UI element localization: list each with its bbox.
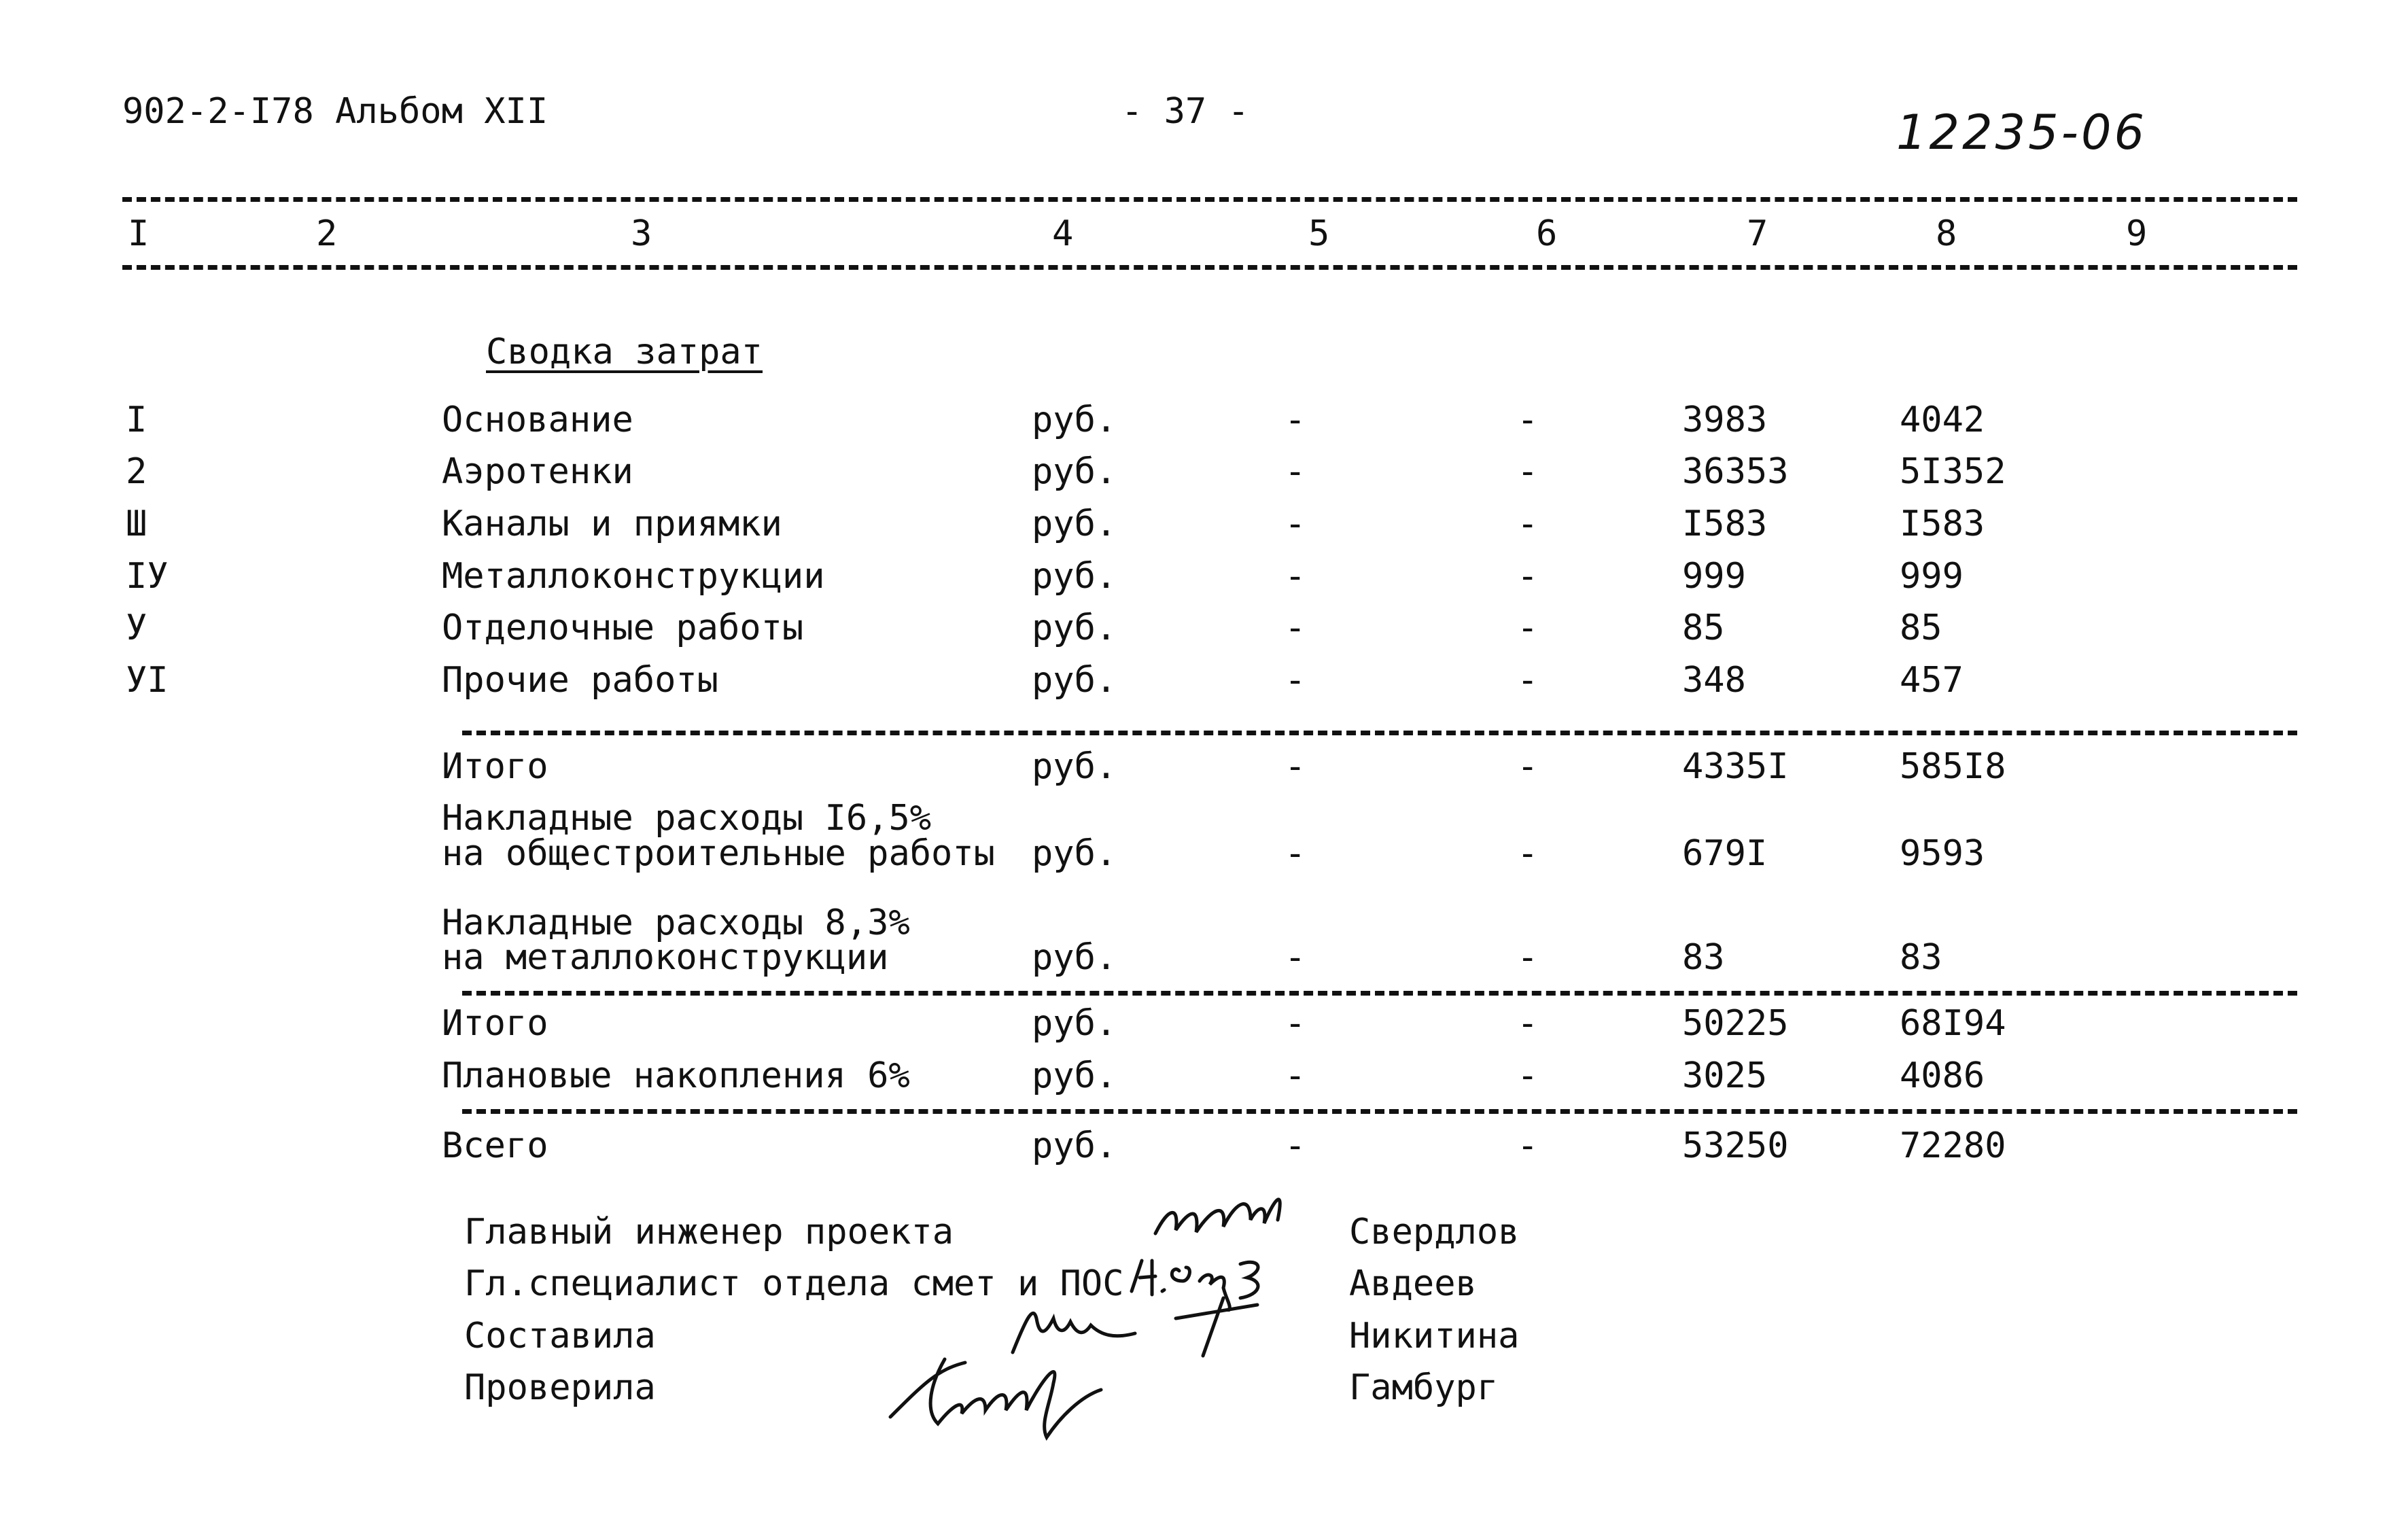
row-col8: I583 [1900,504,1985,544]
row-col8: 85 [1900,608,1942,648]
row-col6: - [1517,504,1539,544]
row-unit: руб. [1032,400,1117,440]
row-number: Ш [126,504,147,544]
grand-total-name: Всего [442,1125,548,1166]
row-name: Основание [442,400,633,440]
row-col7: 85 [1682,608,1725,648]
total-col8: 9593 [1900,833,1985,874]
total-col5: - [1285,937,1306,978]
row-unit: руб. [1032,504,1117,544]
inventory-number: 12235-06 [1896,105,2148,160]
row-name: Отделочные работы [442,608,804,648]
row-col7: 36353 [1682,451,1789,492]
total-unit: руб. [1032,1003,1117,1044]
col-header-5: 5 [1308,213,1330,254]
row-unit: руб. [1032,556,1117,597]
subtotal-rule [462,731,2297,735]
grand-total-col5: - [1285,1125,1306,1166]
section-title: Сводка затрат [486,332,763,372]
signatory-name: Гамбург [1349,1367,1499,1408]
row-col5: - [1285,451,1306,492]
signature-sverdlov [1149,1179,1339,1254]
signatory-name: Авдеев [1349,1263,1477,1304]
signatory-name: Свердлов [1349,1212,1520,1252]
doc-code: 902-2-I78 Альбом XII [122,91,548,132]
row-col6: - [1517,608,1539,648]
col-header-6: 6 [1536,213,1558,254]
header-top-rule [122,197,2297,202]
total-col6: - [1517,833,1539,874]
total-col7: 50225 [1682,1003,1789,1044]
total-col7: 679I [1682,833,1768,874]
row-name: Прочие работы [442,660,718,701]
row-name: Металлоконструкции [442,556,825,597]
row-number: I [126,400,147,440]
second-subtotal-rule [462,991,2297,996]
row-col8: 999 [1900,556,1964,597]
overhead-1-line2: на общестроительные работы [442,833,995,874]
signatory-role: Проверила [464,1367,656,1408]
total-unit: руб. [1032,937,1117,978]
col-header-9: 9 [2126,213,2148,254]
overhead-1-line1: Накладные расходы I6,5% [442,798,932,839]
row-number: IУ [126,556,169,597]
row-col6: - [1517,400,1539,440]
row-col6: - [1517,660,1539,701]
row-col8: 457 [1900,660,1964,701]
row-col6: - [1517,451,1539,492]
row-col5: - [1285,608,1306,648]
row-col6: - [1517,556,1539,597]
total-col8: 83 [1900,937,1942,978]
col-header-8: 8 [1936,213,1957,254]
total-col8: 585I8 [1900,746,2006,787]
row-number: УI [126,660,169,701]
grand-total-rule [462,1109,2297,1114]
total-unit: руб. [1032,1055,1117,1096]
total-name: Итого [442,746,548,787]
row-unit: руб. [1032,451,1117,492]
col-header-2: 2 [316,213,338,254]
total-col6: - [1517,937,1539,978]
signatory-role: Составила [464,1316,656,1356]
grand-total-col7: 53250 [1682,1125,1789,1166]
signatory-name: Никитина [1349,1316,1520,1356]
total-col6: - [1517,746,1539,787]
row-col5: - [1285,660,1306,701]
overhead-2-line2: на металлоконструкции [442,937,889,978]
row-unit: руб. [1032,608,1117,648]
row-col8: 5I352 [1900,451,2006,492]
row-col8: 4042 [1900,400,1985,440]
row-number: У [126,608,147,648]
total-col5: - [1285,833,1306,874]
col-header-7: 7 [1747,213,1768,254]
page-number: - 37 - [1121,91,1249,132]
row-col5: - [1285,400,1306,440]
total-col5: - [1285,746,1306,787]
grand-total-col6: - [1517,1125,1539,1166]
total-name: Плановые накопления 6% [442,1055,910,1096]
row-col7: 999 [1682,556,1746,597]
total-col6: - [1517,1055,1539,1096]
total-col5: - [1285,1003,1306,1044]
row-number: 2 [126,451,147,492]
row-col5: - [1285,556,1306,597]
total-unit: руб. [1032,833,1117,874]
overhead-2-line1: Накладные расходы 8,3% [442,902,910,943]
total-col7: 3025 [1682,1055,1768,1096]
grand-total-col8: 72280 [1900,1125,2006,1166]
row-name: Аэротенки [442,451,633,492]
grand-total-unit: руб. [1032,1125,1117,1166]
total-col8: 68I94 [1900,1003,2006,1044]
col-header-4: 4 [1052,213,1074,254]
signatory-role: Гл.специалист отдела смет и ПОС [464,1263,1124,1304]
col-header-1: I [128,213,150,254]
total-col7: 83 [1682,937,1725,978]
total-col7: 4335I [1682,746,1789,787]
header-bottom-rule [122,265,2297,270]
signatory-role: Главный инженер проекта [464,1212,954,1252]
row-name: Каналы и приямки [442,504,782,544]
row-col7: I583 [1682,504,1768,544]
total-col5: - [1285,1055,1306,1096]
signature-gamburg [884,1342,1128,1444]
row-col7: 3983 [1682,400,1768,440]
row-unit: руб. [1032,660,1117,701]
total-col8: 4086 [1900,1055,1985,1096]
row-col7: 348 [1682,660,1746,701]
total-unit: руб. [1032,746,1117,787]
col-header-3: 3 [631,213,652,254]
row-col5: - [1285,504,1306,544]
total-name: Итого [442,1003,548,1044]
total-col6: - [1517,1003,1539,1044]
